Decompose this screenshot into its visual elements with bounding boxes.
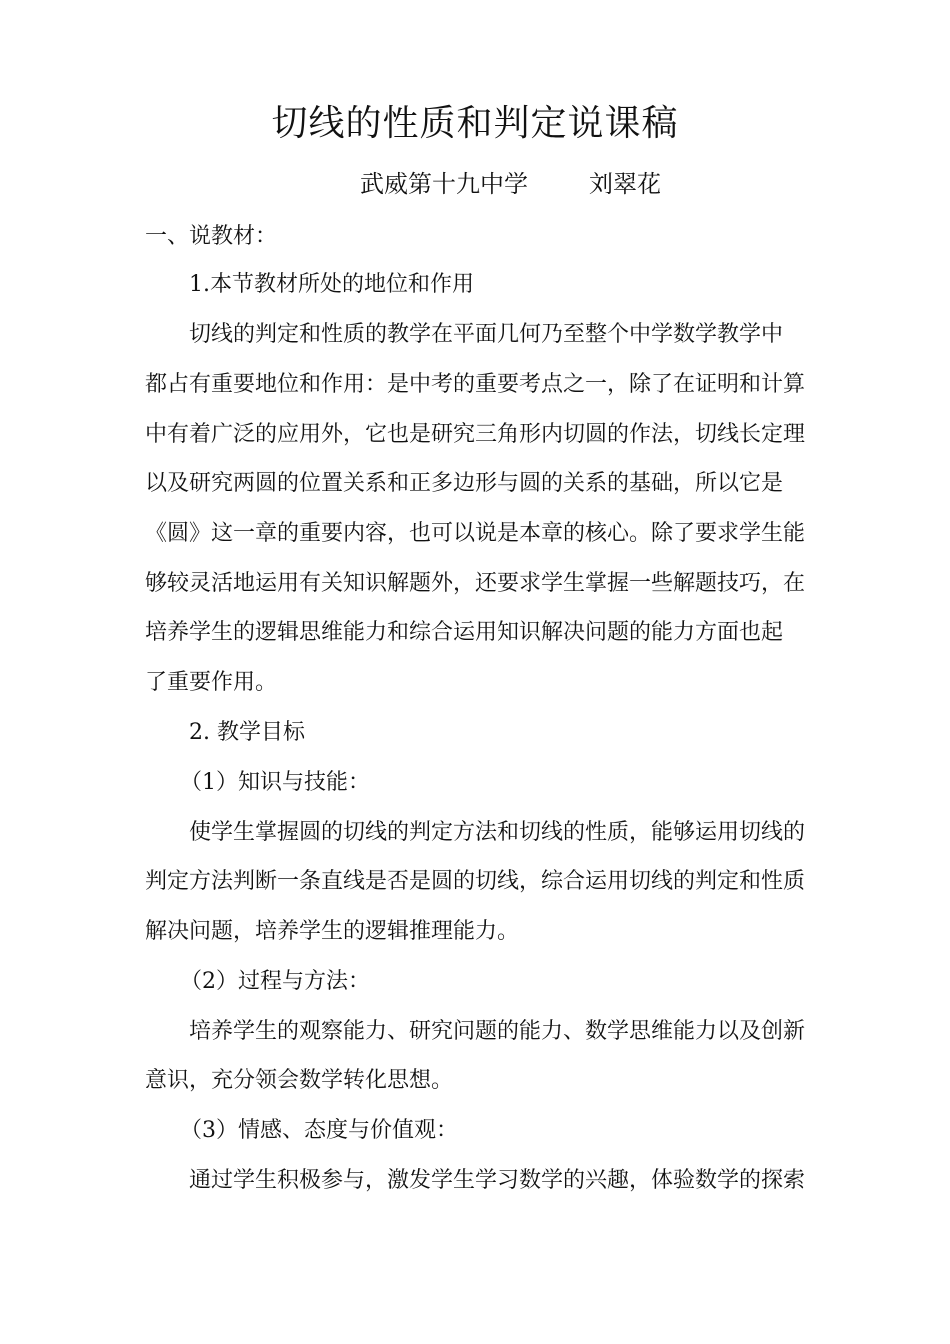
- subsection-heading: 1.本节教材所处的地位和作用: [189, 272, 474, 297]
- paragraph-line: 培养学生的逻辑思维能力和综合运用知识解决问题的能力方面也起: [145, 620, 784, 645]
- paragraph-line: 都占有重要地位和作用：是中考的重要考点之一，除了在证明和计算: [145, 372, 806, 397]
- paragraph-line: 了重要作用。: [145, 670, 278, 695]
- paragraph-line: 使学生掌握圆的切线的判定方法和切线的性质，能够运用切线的: [189, 820, 806, 845]
- paragraph-line: 《圆》这一章的重要内容，也可以说是本章的核心。除了要求学生能: [145, 521, 806, 546]
- subsection-heading: 2. 教学目标: [189, 720, 305, 745]
- paragraph-line: 通过学生积极参与，激发学生学习数学的兴趣，体验数学的探索: [189, 1168, 806, 1193]
- paragraph-line: 解决问题，培养学生的逻辑推理能力。: [145, 919, 520, 944]
- paragraph-line: 够较灵活地运用有关知识解题外，还要求学生掌握一些解题技巧，在: [145, 571, 806, 596]
- paragraph-line: 切线的判定和性质的教学在平面几何乃至整个中学数学教学中: [189, 322, 784, 347]
- paragraph-line: 判定方法判断一条直线是否是圆的切线，综合运用切线的判定和性质: [145, 869, 806, 894]
- author-line: 武威第十九中学 刘翠花: [360, 170, 662, 198]
- paragraph-line: 培养学生的观察能力、研究问题的能力、数学思维能力以及创新: [189, 1019, 806, 1044]
- objective-heading: （1）知识与技能：: [180, 770, 370, 795]
- paragraph-line: 以及研究两圆的位置关系和正多边形与圆的关系的基础，所以它是: [145, 471, 784, 496]
- objective-heading: （3）情感、态度与价值观：: [180, 1118, 458, 1143]
- section-heading: 一、说教材：: [145, 224, 278, 249]
- document-title: 切线的性质和判定说课稿: [271, 103, 679, 144]
- paragraph-line: 中有着广泛的应用外，它也是研究三角形内切圆的作法，切线长定理: [145, 422, 806, 447]
- objective-heading: （2）过程与方法：: [180, 969, 370, 994]
- paragraph-line: 意识，充分领会数学转化思想。: [145, 1068, 454, 1093]
